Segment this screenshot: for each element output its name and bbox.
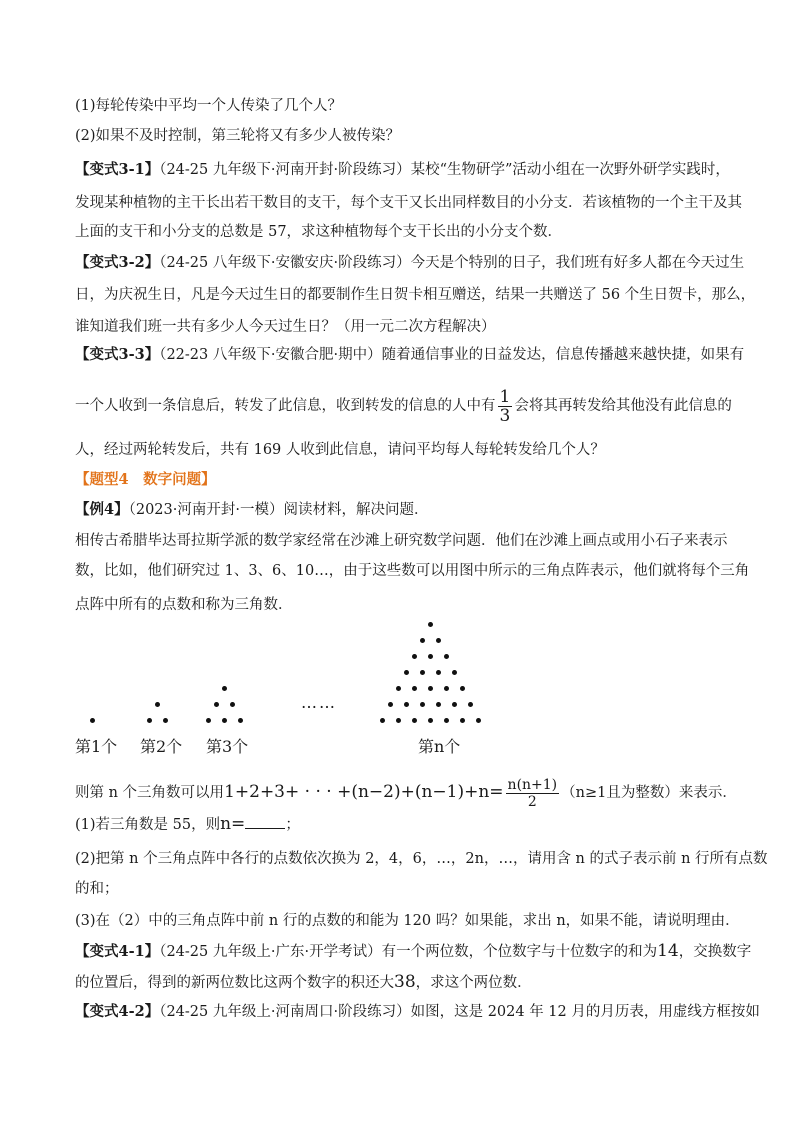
lattice-dot — [412, 654, 417, 659]
question-1: (1)每轮传染中平均一个人传染了几个人？ — [75, 98, 343, 114]
figure-label-1: 第1个 — [75, 737, 118, 756]
lattice-dot — [163, 718, 168, 723]
lattice-dot — [404, 670, 409, 675]
lattice-dot — [460, 686, 465, 691]
variant-text: 的位置后，得到的新两位数比这两个数字的积还大 — [75, 975, 394, 991]
variant-3-2-line-3: 谁知道我们班一共有多少人今天过生日？（用一元二次方程解决） — [75, 319, 496, 335]
variant-tag: 【变式4-2】 — [75, 1003, 160, 1020]
lattice-dot — [396, 686, 401, 691]
lattice-dot — [380, 718, 385, 723]
lattice-dot — [452, 702, 457, 707]
variant-text: 一个人收到一条信息后，转发了此信息，收到转发的信息的人中有 — [75, 398, 496, 414]
lattice-dot — [436, 670, 441, 675]
lattice-dot — [206, 718, 211, 723]
lattice-dot — [388, 702, 393, 707]
fraction-numerator: n(n+1) — [507, 776, 558, 793]
sub-question-1 — [75, 814, 300, 835]
example-4-line-3: 数，比如，他们研究过 1、3、6、10…，由于这些数可以用图中所示的三角点阵表示，他们就将每个三角 — [75, 563, 750, 579]
variant-tag: 【变式3-3】 — [75, 346, 160, 363]
variant-text: （24-25 九年级上·广东·开学考试）有一个两位数，个位数字与十位数字的和为 — [159, 944, 658, 960]
answer-blank[interactable] — [245, 814, 285, 829]
lattice-dot — [420, 702, 425, 707]
lattice-dot — [428, 622, 433, 627]
figure-label-3: 第3个 — [206, 737, 249, 756]
formula-fraction — [506, 777, 560, 810]
lattice-dot — [396, 718, 401, 723]
lattice-dot — [468, 702, 473, 707]
number-14: 14 — [657, 941, 679, 961]
lattice-dot — [476, 718, 481, 723]
variant-text: （22-23 八年级下·安徽合肥·期中）随着通信事业的日益发达，信息传播越来越快捷，如果有 — [159, 347, 745, 363]
formula-suffix: （n≥1且为整数）来表示． — [561, 785, 737, 801]
fraction-denominator: 3 — [499, 405, 511, 426]
formula-prefix: 则第 n 个三角数可以用 — [75, 785, 225, 801]
sub-question-3: (3)在（2）中的三角点阵中前 n 行的点数的和能为 120 吗？如果能，求出 n，如果不能，请说明理由． — [75, 913, 740, 929]
example-4-line-1 — [75, 500, 428, 520]
variant-4-1-line-2 — [75, 972, 532, 993]
sub-question-2-line-2: 的和； — [75, 881, 119, 897]
lattice-dot — [412, 686, 417, 691]
question-text: ； — [285, 817, 300, 833]
lattice-dot — [230, 702, 235, 707]
formula-sum: 1+2+3+ · · · +(n−2)+(n−1)+n= — [224, 782, 504, 802]
example-4-line-4: 点阵中所有的点数和称为三角数． — [75, 597, 293, 613]
variant-text: （24-25 八年级下·安徽安庆·阶段练习）今天是个特别的日子，我们班有好多人都在今天过生 — [159, 255, 745, 271]
lattice-dot — [420, 638, 425, 643]
question-2: (2)如果不及时控制，第三轮将又有多少人被传染？ — [75, 128, 401, 144]
fraction-numerator: 1 — [499, 386, 511, 407]
lattice-dot — [147, 718, 152, 723]
formula-line — [75, 772, 737, 813]
lattice-dot — [412, 718, 417, 723]
lattice-dot — [444, 654, 449, 659]
lattice-dot — [452, 670, 457, 675]
variant-3-1-line-1 — [75, 160, 730, 180]
variant-3-3-line-1 — [75, 345, 744, 365]
variant-text: （24-25 九年级下·河南开封·阶段练习）某校“生物研学”活动小组在一次野外研学实践时， — [159, 162, 730, 178]
lattice-dot — [444, 718, 449, 723]
figure-label-n: 第n个 — [418, 737, 461, 756]
variant-3-1-line-3: 上面的支干和小分支的总数是 57，求这种植物每个支干长出的小分支个数． — [75, 224, 563, 240]
lattice-dot — [222, 686, 227, 691]
lattice-dot — [436, 702, 441, 707]
variant-3-2-line-1 — [75, 253, 744, 273]
figure-ellipsis: …… — [301, 693, 337, 712]
variant-3-3-line-2 — [75, 386, 732, 426]
variant-3-2-line-2: 日，为庆祝生日，凡是今天过生日的都要制作生日贺卡相互赠送，结果一共赠送了 56 个生日贺卡，那么， — [75, 287, 756, 303]
lattice-dot — [90, 718, 95, 723]
lattice-dot — [420, 670, 425, 675]
lattice-dot — [155, 702, 160, 707]
fraction-one-third — [498, 388, 513, 425]
variant-text: ，交换数字 — [678, 944, 752, 960]
variant-text: 会将其再转发给其他没有此信息的 — [514, 398, 732, 414]
lattice-dot — [428, 686, 433, 691]
variant-4-2-line-1 — [75, 1002, 760, 1022]
sub-question-2-line-1: (2)把第 n 个三角点阵中各行的点数依次换为 2，4，6，…，2n，…，请用含 n 的式子表示前 n 行所有点数 — [75, 851, 768, 867]
variant-tag: 【变式4-1】 — [75, 943, 160, 960]
variant-tag: 【变式3-1】 — [75, 161, 160, 178]
lattice-dot — [238, 718, 243, 723]
lattice-dot — [444, 686, 449, 691]
variant-tag: 【变式3-2】 — [75, 254, 160, 271]
variant-3-3-line-3: 人，经过两轮转发后，共有 169 人收到此信息，请问平均每人每轮转发给几个人？ — [75, 442, 605, 458]
lattice-dot — [428, 654, 433, 659]
lattice-dot — [404, 702, 409, 707]
lattice-dot — [222, 718, 227, 723]
variant-text: （24-25 九年级上·河南周口·阶段练习）如图，这是 2024 年 12 月的月历表，用虚线方框按如 — [159, 1004, 760, 1020]
variant-text: ，求这个两位数． — [415, 975, 532, 991]
lattice-dot — [460, 718, 465, 723]
number-38: 38 — [394, 972, 416, 992]
example-tag: 【例4】 — [75, 501, 129, 518]
variant-3-1-line-2: 发现某种植物的主干长出若干数目的支干，每个支干又长出同样数目的小分支．若该植物的一个主干及其 — [75, 195, 742, 211]
figure-label-2: 第2个 — [140, 737, 183, 756]
fraction-denominator: 2 — [527, 793, 537, 810]
lattice-dot — [436, 638, 441, 643]
example-4-line-2: 相传古希腊毕达哥拉斯学派的数学家经常在沙滩上研究数学问题．他们在沙滩上画点或用小石子来表示 — [75, 533, 728, 549]
variant-4-1-line-1 — [75, 941, 751, 962]
lattice-dot — [428, 718, 433, 723]
question-text: (1)若三角数是 55，则 — [75, 817, 221, 833]
section-heading: 【题型4 数字问题】 — [75, 471, 216, 488]
example-text: （2023·河南开封·一模）阅读材料，解决问题． — [128, 502, 429, 518]
lattice-dot — [214, 702, 219, 707]
variable-n: n= — [220, 814, 246, 834]
